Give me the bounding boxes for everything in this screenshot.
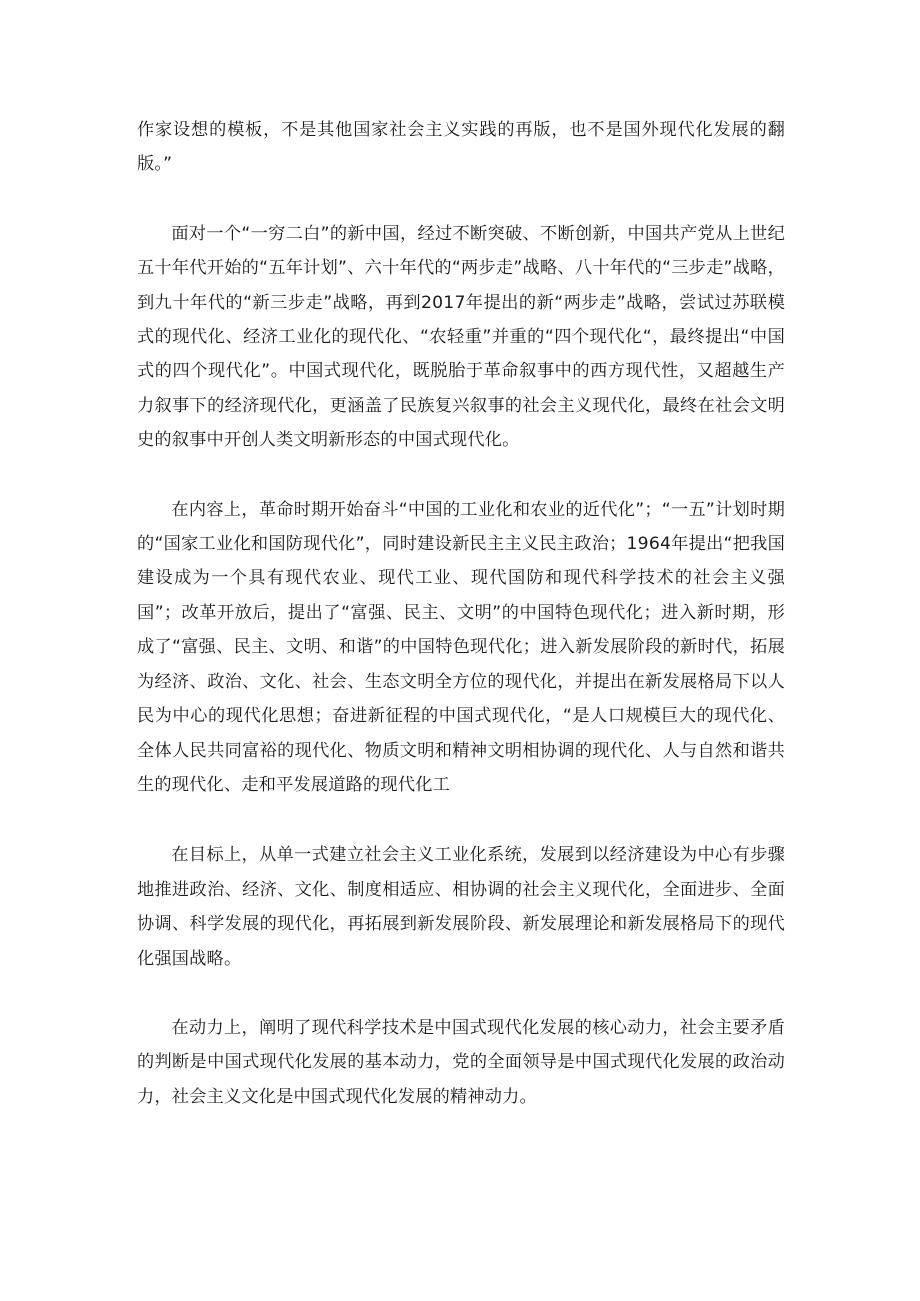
paragraph-continuation: 作家设想的模板，不是其他国家社会主义实践的再版，也不是国外现代化发展的翻版。” <box>137 120 785 175</box>
paragraph-goals: 在目标上，从单一式建立社会主义工业化系统，发展到以经济建设为中心有步骤地推进政治、经济、文化、制度相适应、相协调的社会主义现代化，全面进步、全面协调、科学发展的现代化，再拓展到新发展阶段、新发展理论和新发展格局下的现代化强国战略。 <box>137 845 785 969</box>
paragraph-content: 在内容上，革命时期开始奋斗“中国的工业化和农业的近代化”；“一五”计划时期的“国家工业化和国防现代化”，同时建设新民主主义民主政治；1964年提出“把我国建设成为一个具有现代农业、现代工业、现代国防和现代科学技术的社会主义强国”；改革开放后，提出了“富强、民主、文明”的中国特色现代化；进入新时期，形成了“富强、民主、文明、和谐”的中国特色现代化；进入新发展阶段的新时代，拓展为经济、政治、文化、社会、生态文明全方位的现代化，并提出在新发展格局下以人民为中心的现代化思想；奋进新征程的中国式现代化，“是人口规模巨大的现代化、全体人民共同富裕的现代化、物质文明和精神文明相协调的现代化、人与自然和谐共生的现代化、走和平发展道路的现代化工 <box>137 499 785 795</box>
document-body <box>137 113 785 1114</box>
paragraph-modernization-history: 面对一个“一穷二白”的新中国，经过不断突破、不断创新，中国共产党从上世纪五十年代开始的“五年计划”、六十年代的“两步走”战略、八十年代的“三步走”战略，到九十年代的“新三步走”战略，再到2017年提出的新“两步走”战略，尝试过苏联模式的现代化、经济工业化的现代化、“农轻重”并重的“四个现代化“，最终提出“中国式的四个现代化”。中国式现代化，既脱胎于革命叙事中的西方现代性，又超越生产力叙事下的经济现代化，更涵盖了民族复兴叙事的社会主义现代化，最终在社会文明史的叙事中开创人类文明新形态的中国式现代化。 <box>137 223 785 451</box>
paragraph-drivers: 在动力上，阐明了现代科学技术是中国式现代化发展的核心动力，社会主要矛盾的判断是中国式现代化发展的基本动力，党的全面领导是中国式现代化发展的政治动力，社会主义文化是中国式现代化发展的精神动力。 <box>137 1017 785 1107</box>
